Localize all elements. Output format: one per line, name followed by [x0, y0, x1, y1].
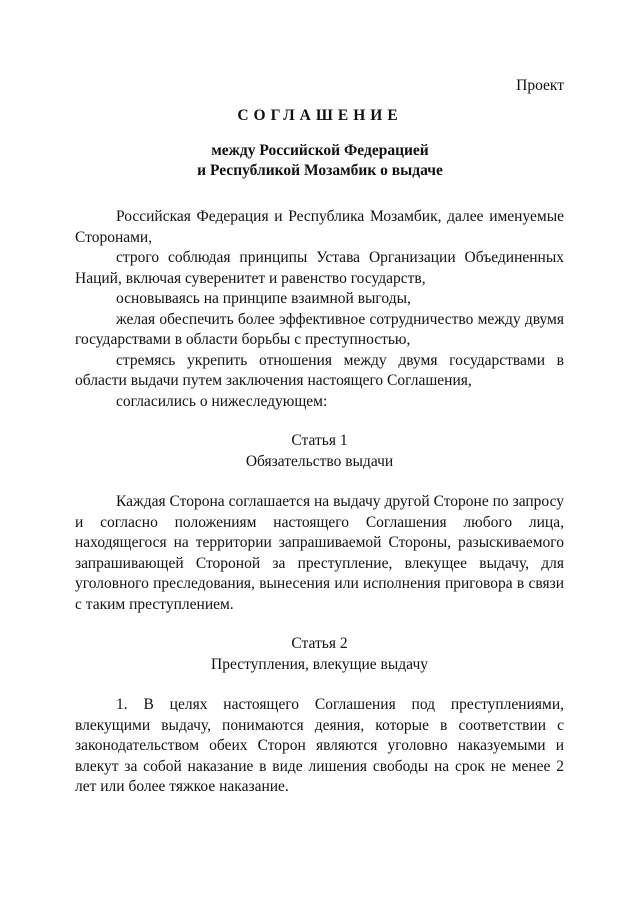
- title-line-1: между Российской Федерацией: [211, 142, 429, 159]
- spacer: [75, 675, 564, 695]
- preamble-paragraph: основываясь на принципе взаимной выгоды,: [116, 290, 411, 307]
- title-line-2: и Республикой Мозамбик о выдаче: [197, 162, 443, 179]
- document-body: [75, 207, 564, 798]
- preamble-paragraph: согласились о нижеследующем:: [116, 392, 328, 410]
- preamble-paragraph: Российская Федерация и Республика Мозамбик, далее именуемые Сторонами,: [75, 208, 564, 246]
- preamble-paragraph: желая обеспечить более эффективное сотрудничество между двумя государствами в области борьбы с преступностью,: [75, 310, 564, 348]
- article-number: Статья 1: [291, 432, 348, 449]
- document-title: [75, 106, 565, 181]
- title-main: СОГЛАШЕНИЕ: [237, 107, 403, 124]
- preamble-paragraph: строго соблюдая принципы Устава Организации Объединенных Наций, включая суверенитет и равенство государств,: [75, 249, 564, 287]
- preamble-paragraph: стремясь укрепить отношения между двумя государствами в области выдачи путем заключения настоящего Соглашения,: [75, 351, 564, 389]
- spacer: [75, 472, 564, 492]
- article-heading: Обязательство выдачи: [245, 452, 394, 470]
- article-paragraph: Каждая Сторона соглашается на выдачу другой Стороне по запросу и согласно положениям настоящего Соглашения любого лица, находящегося на территории запрашиваемой Стороны, разыскиваемого запрашивающей Стороной за преступление, влекущее выдачу, для уголовного преследования, вынесения или исполнения приговора в связи с таким преступлением.: [75, 493, 564, 613]
- article-paragraph: 1. В целях настоящего Соглашения под преступлениями, влекущими выдачу, понимаются деяния, которые в соответствии с законодательством обеих Сторон являются уголовно наказуемыми и влекут за собой наказание в виде лишения свободы на срок не менее 2 лет или более тяжкое наказание.: [75, 696, 564, 795]
- article-number: Статья 2: [291, 635, 348, 652]
- article-heading: Преступления, влекущие выдачу: [211, 655, 428, 673]
- draft-stamp: Проект: [516, 77, 564, 94]
